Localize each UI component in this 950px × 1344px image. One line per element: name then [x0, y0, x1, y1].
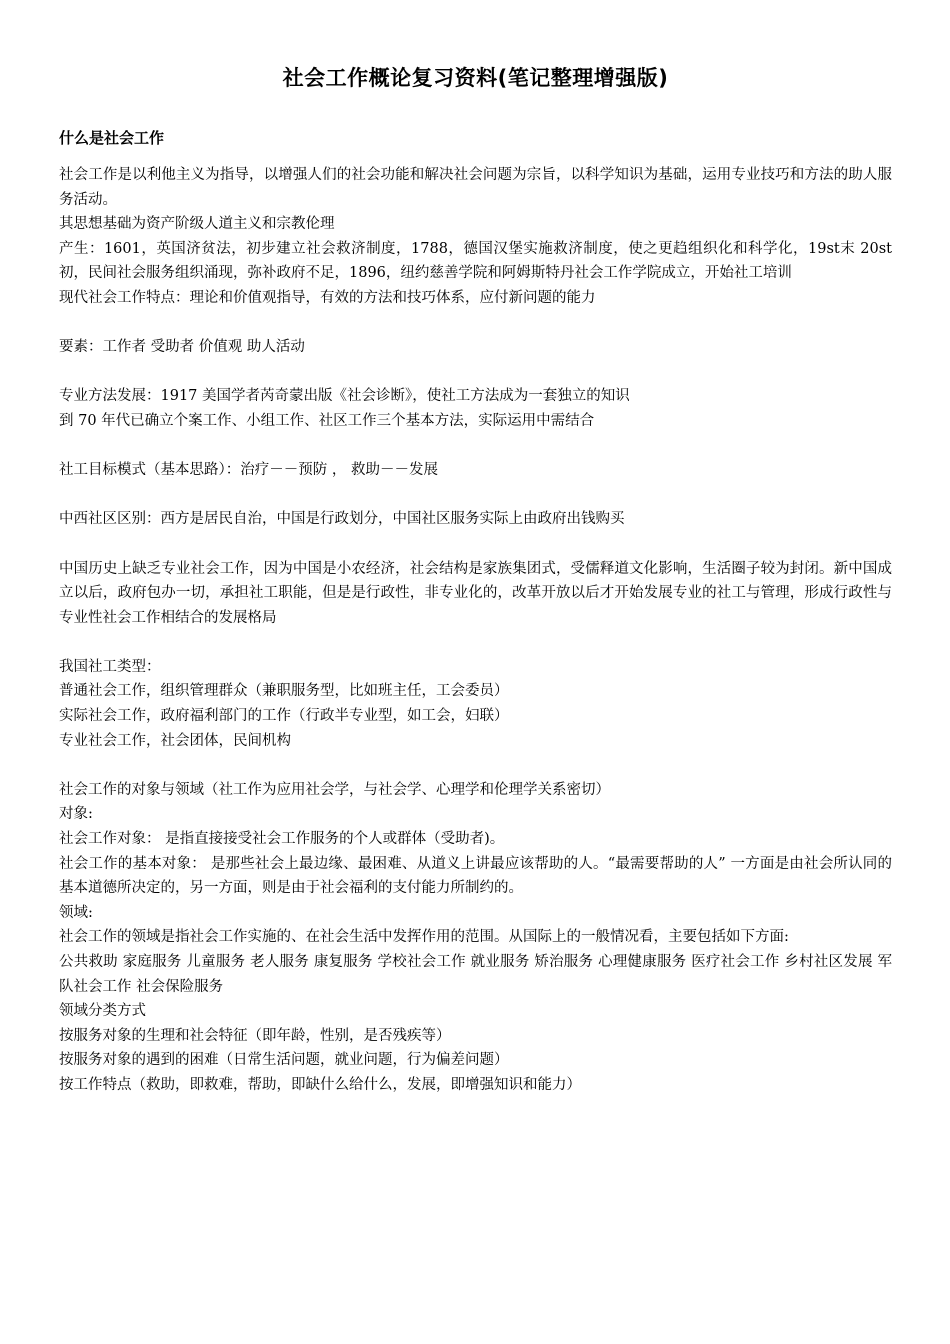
- paragraph-basic-object: 社会工作的基本对象： 是那些社会上最边缘、最困难、从道义上讲最应该帮助的人。“最需要帮助的人” 一方面是由社会所认同的基本道德所决定的，另一方面，则是由于社会福利的支付能力所制约的。: [59, 855, 892, 897]
- paragraph-objects-label: 对象:: [59, 806, 93, 823]
- paragraph-field-definition: 社会工作的领域是指社会工作实施的、在社会生活中发挥作用的范围。从国际上的一般情况看，主要包括如下方面:: [59, 929, 789, 946]
- paragraph-objects-fields: 社会工作的对象与领域（社工作为应用社会学，与社会学、心理学和伦理学关系密切）: [59, 781, 610, 798]
- spacer: [59, 532, 892, 557]
- paragraph-type-general: 普通社会工作，组织管理群众（兼职服务型，比如班主任，工会委员）: [59, 683, 509, 700]
- paragraph-classification-work: 按工作特点（救助，即救难，帮助，即缺什么给什么，发展，即增强知识和能力）: [59, 1076, 581, 1093]
- spacer: [59, 360, 892, 385]
- spacer: [59, 434, 892, 459]
- paragraph-type-practical: 实际社会工作，政府福利部门的工作（行政半专业型，如工会，妇联）: [59, 708, 509, 725]
- document-body: [59, 163, 892, 1098]
- spacer: [59, 483, 892, 508]
- section-heading: 什么是社会工作: [59, 129, 165, 147]
- paragraph-origin: 产生：1601，英国济贫法，初步建立社会救济制度，1788，德国汉堡实施救济制度，使之更趋组织化和科学化，19st末 20st 初，民间社会服务组织涌现，弥补政府不足，1896，纽约慈善学院和阿姆斯特丹社会工作学院成立，开始社工培训: [59, 240, 892, 282]
- paragraph-classification-heading: 领域分类方式: [59, 1003, 146, 1020]
- document-title: 社会工作概论复习资料(笔记整理增强版): [282, 66, 669, 90]
- paragraph-elements: 要素：工作者 受助者 价值观 助人活动: [59, 339, 305, 356]
- paragraph-three-methods: 到 70 年代已确立个案工作、小组工作、社区工作三个基本方法，实际运用中需结合: [59, 412, 595, 429]
- paragraph-types-heading: 我国社工类型：: [59, 658, 161, 675]
- paragraph-type-professional: 专业社会工作，社会团体，民间机构: [59, 732, 291, 749]
- paragraph-classification-physiological: 按服务对象的生理和社会特征（即年龄，性别，是否残疾等）: [59, 1027, 451, 1044]
- spacer: [59, 753, 892, 778]
- spacer: [59, 311, 892, 336]
- paragraph-object-definition: 社会工作对象： 是指直接接受社会工作服务的个人或群体（受助者)。: [59, 831, 505, 848]
- paragraph-modern-features: 现代社会工作特点：理论和价值观指导，有效的方法和技巧体系，应付新问题的能力: [59, 289, 596, 306]
- paragraph-fields-label: 领域:: [59, 904, 93, 921]
- paragraph-goal-model: 社工目标模式（基本思路）：治疗－－预防 ， 救助－－发展: [59, 462, 438, 479]
- paragraph-methods-history: 专业方法发展：1917 美国学者芮奇蒙出版《社会诊断》，使社工方法成为一套独立的知识: [59, 388, 630, 405]
- paragraph-classification-difficulty: 按服务对象的遇到的困难（日常生活问题，就业问题，行为偏差问题）: [59, 1052, 509, 1069]
- paragraph-china-history: 中国历史上缺乏专业社会工作，因为中国是小农经济，社会结构是家族集团式，受儒释道文化影响，生活圈子较为封闭。新中国成立以后，政府包办一切，承担社工职能，但是是行政性，非专业化的，改革开放以后才开始发展专业的社工与管理，形成行政性与专业性社会工作相结合的发展格局: [59, 560, 892, 626]
- paragraph-definition: 社会工作是以利他主义为指导，以增强人们的社会功能和解决社会问题为宗旨，以科学知识为基础，运用专业技巧和方法的助人服务活动。: [59, 167, 892, 208]
- spacer: [59, 630, 892, 655]
- paragraph-community-difference: 中西社区区别：西方是居民自治，中国是行政划分，中国社区服务实际上由政府出钱购买: [59, 511, 625, 528]
- paragraph-ideology: 其思想基础为资产阶级人道主义和宗教伦理: [59, 216, 335, 233]
- paragraph-field-list: 公共救助 家庭服务 儿童服务 老人服务 康复服务 学校社会工作 就业服务 矫治服务 心理健康服务 医疗社会工作 乡村社区发展 军队社会工作 社会保险服务: [59, 954, 892, 995]
